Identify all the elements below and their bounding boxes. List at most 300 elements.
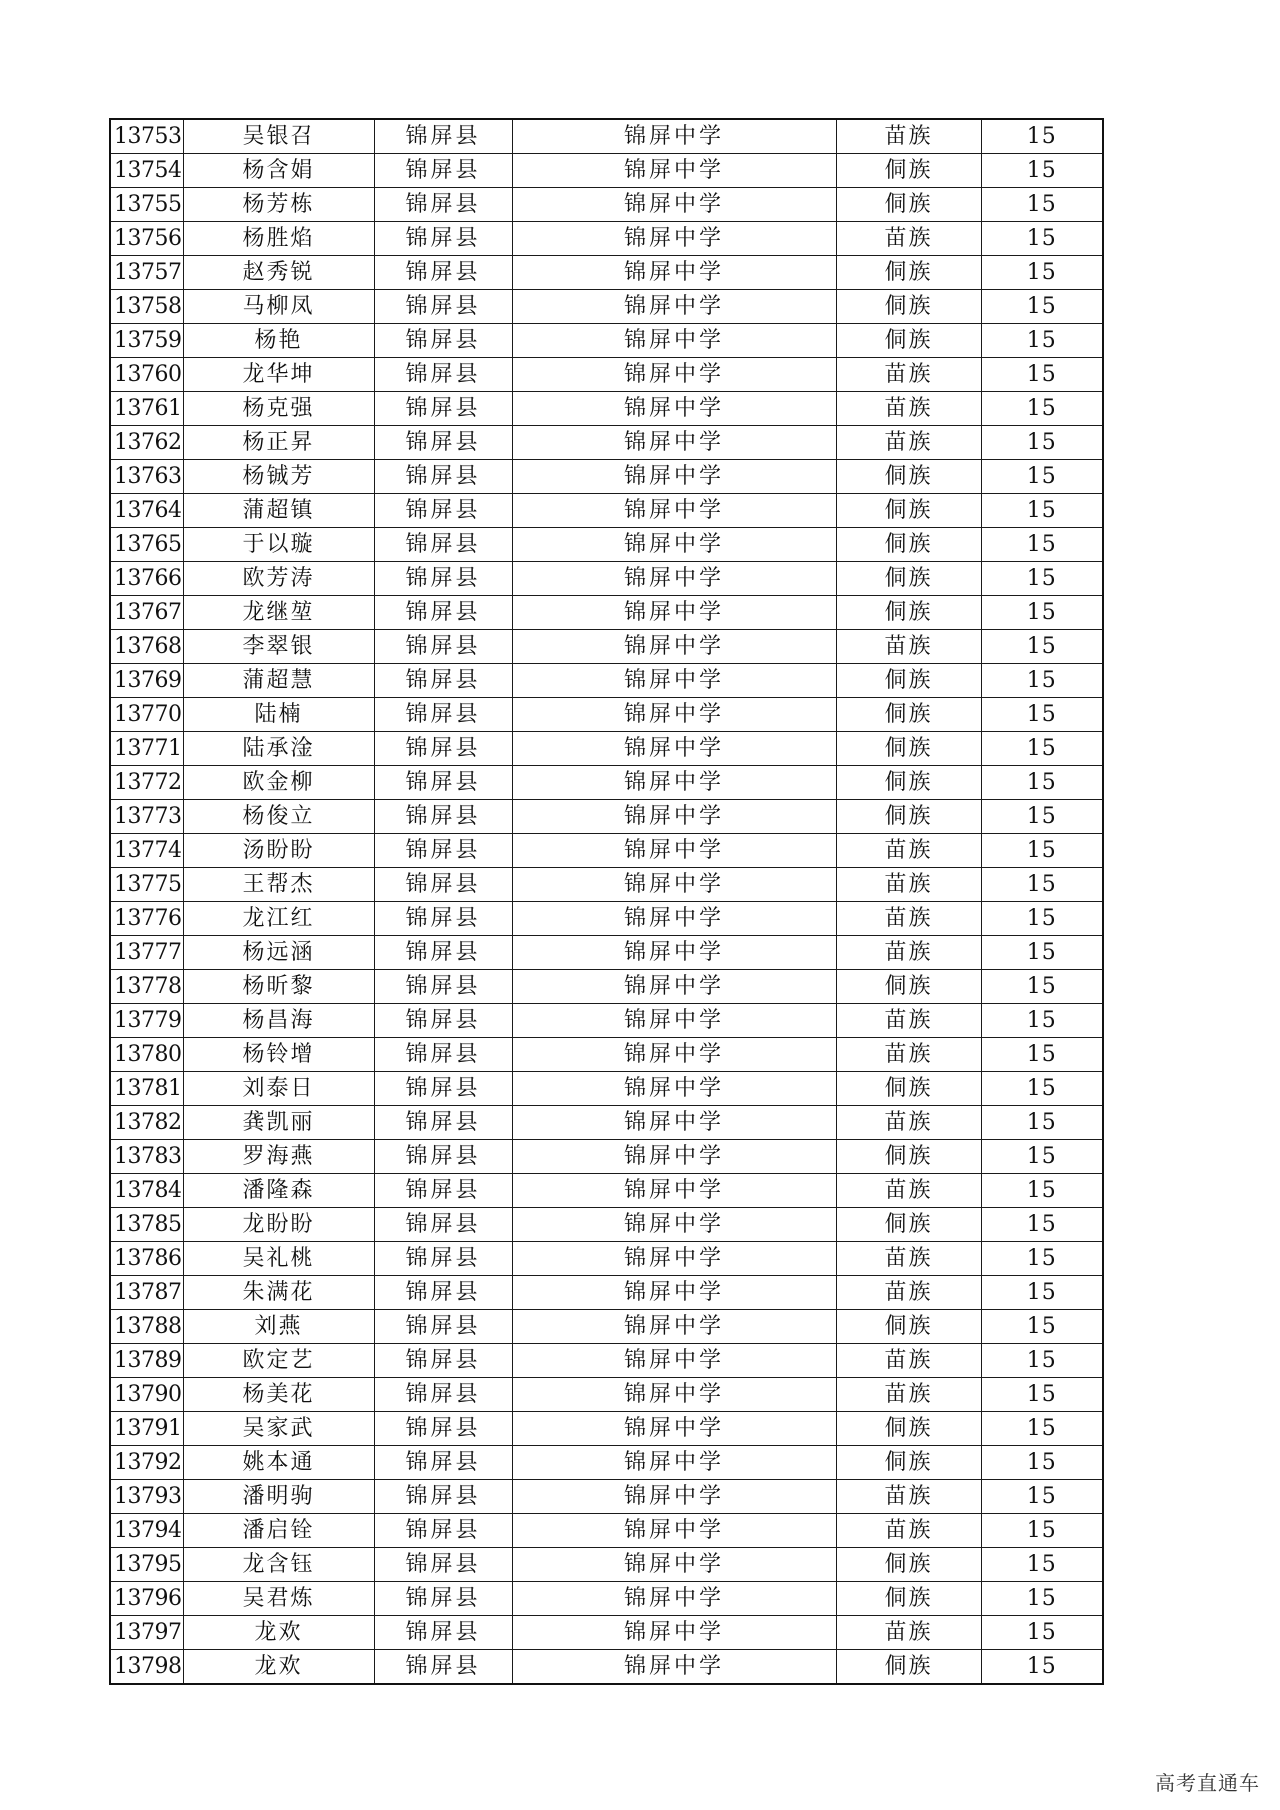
bonus-score-cell: 15 [981, 460, 1103, 494]
exam-id-cell: 13795 [110, 1548, 183, 1582]
table-row [110, 1446, 1103, 1480]
table-row [110, 1004, 1103, 1038]
bonus-score-cell: 15 [981, 1140, 1103, 1174]
student-name-cell: 杨正昇 [183, 426, 374, 460]
exam-id-cell: 13786 [110, 1242, 183, 1276]
table-row [110, 902, 1103, 936]
school-cell: 锦屏中学 [512, 1038, 836, 1072]
ethnicity-cell: 侗族 [836, 290, 981, 324]
county-cell: 锦屏县 [374, 698, 512, 732]
student-name-cell: 龚凯丽 [183, 1106, 374, 1140]
student-name-cell: 蒲超慧 [183, 664, 374, 698]
bonus-score-cell: 15 [981, 834, 1103, 868]
table-row [110, 528, 1103, 562]
school-cell: 锦屏中学 [512, 1548, 836, 1582]
bonus-score-cell: 15 [981, 1276, 1103, 1310]
bonus-score-cell: 15 [981, 324, 1103, 358]
school-cell: 锦屏中学 [512, 1650, 836, 1685]
exam-id-cell: 13781 [110, 1072, 183, 1106]
student-name-cell: 赵秀锐 [183, 256, 374, 290]
county-cell: 锦屏县 [374, 766, 512, 800]
bonus-score-cell: 15 [981, 1378, 1103, 1412]
student-name-cell: 于以璇 [183, 528, 374, 562]
county-cell: 锦屏县 [374, 800, 512, 834]
exam-id-cell: 13768 [110, 630, 183, 664]
ethnicity-cell: 侗族 [836, 494, 981, 528]
table-row [110, 1208, 1103, 1242]
school-cell: 锦屏中学 [512, 1616, 836, 1650]
exam-id-cell: 13777 [110, 936, 183, 970]
bonus-score-cell: 15 [981, 766, 1103, 800]
school-cell: 锦屏中学 [512, 834, 836, 868]
table-row [110, 290, 1103, 324]
school-cell: 锦屏中学 [512, 800, 836, 834]
school-cell: 锦屏中学 [512, 1242, 836, 1276]
student-name-cell: 杨艳 [183, 324, 374, 358]
county-cell: 锦屏县 [374, 1038, 512, 1072]
exam-id-cell: 13753 [110, 119, 183, 154]
school-cell: 锦屏中学 [512, 1378, 836, 1412]
table-row [110, 460, 1103, 494]
table-row [110, 834, 1103, 868]
table-row [110, 1106, 1103, 1140]
exam-id-cell: 13774 [110, 834, 183, 868]
student-name-cell: 吴礼桃 [183, 1242, 374, 1276]
exam-id-cell: 13759 [110, 324, 183, 358]
bonus-score-cell: 15 [981, 1548, 1103, 1582]
county-cell: 锦屏县 [374, 1616, 512, 1650]
watermark-text: 高考直通车 [1155, 1771, 1260, 1795]
school-cell: 锦屏中学 [512, 936, 836, 970]
table-row [110, 154, 1103, 188]
exam-id-cell: 13783 [110, 1140, 183, 1174]
bonus-score-cell: 15 [981, 1582, 1103, 1616]
ethnicity-cell: 侗族 [836, 1582, 981, 1616]
county-cell: 锦屏县 [374, 1446, 512, 1480]
county-cell: 锦屏县 [374, 1242, 512, 1276]
county-cell: 锦屏县 [374, 188, 512, 222]
ethnicity-cell: 侗族 [836, 1412, 981, 1446]
bonus-score-cell: 15 [981, 698, 1103, 732]
school-cell: 锦屏中学 [512, 868, 836, 902]
ethnicity-cell: 苗族 [836, 1480, 981, 1514]
student-name-cell: 杨含娟 [183, 154, 374, 188]
bonus-score-cell: 15 [981, 188, 1103, 222]
bonus-score-cell: 15 [981, 1072, 1103, 1106]
school-cell: 锦屏中学 [512, 1072, 836, 1106]
exam-id-cell: 13798 [110, 1650, 183, 1685]
school-cell: 锦屏中学 [512, 1446, 836, 1480]
ethnicity-cell: 苗族 [836, 426, 981, 460]
exam-id-cell: 13785 [110, 1208, 183, 1242]
table-row [110, 1412, 1103, 1446]
school-cell: 锦屏中学 [512, 1344, 836, 1378]
bonus-score-cell: 15 [981, 970, 1103, 1004]
table-row [110, 630, 1103, 664]
ethnicity-cell: 侗族 [836, 800, 981, 834]
table-row [110, 1038, 1103, 1072]
bonus-score-cell: 15 [981, 1004, 1103, 1038]
ethnicity-cell: 苗族 [836, 1242, 981, 1276]
exam-id-cell: 13782 [110, 1106, 183, 1140]
exam-id-cell: 13771 [110, 732, 183, 766]
student-name-cell: 杨昕黎 [183, 970, 374, 1004]
roster-body [110, 119, 1103, 1684]
table-row [110, 1242, 1103, 1276]
table-row [110, 392, 1103, 426]
bonus-score-cell: 15 [981, 936, 1103, 970]
county-cell: 锦屏县 [374, 732, 512, 766]
county-cell: 锦屏县 [374, 1344, 512, 1378]
table-row [110, 766, 1103, 800]
school-cell: 锦屏中学 [512, 528, 836, 562]
school-cell: 锦屏中学 [512, 562, 836, 596]
ethnicity-cell: 侗族 [836, 766, 981, 800]
school-cell: 锦屏中学 [512, 1004, 836, 1038]
county-cell: 锦屏县 [374, 290, 512, 324]
school-cell: 锦屏中学 [512, 358, 836, 392]
ethnicity-cell: 苗族 [836, 1106, 981, 1140]
student-name-cell: 李翠银 [183, 630, 374, 664]
county-cell: 锦屏县 [374, 1208, 512, 1242]
bonus-score-cell: 15 [981, 358, 1103, 392]
exam-id-cell: 13758 [110, 290, 183, 324]
ethnicity-cell: 苗族 [836, 1344, 981, 1378]
ethnicity-cell: 侗族 [836, 698, 981, 732]
bonus-score-cell: 15 [981, 664, 1103, 698]
bonus-score-cell: 15 [981, 732, 1103, 766]
exam-id-cell: 13765 [110, 528, 183, 562]
school-cell: 锦屏中学 [512, 1106, 836, 1140]
school-cell: 锦屏中学 [512, 732, 836, 766]
county-cell: 锦屏县 [374, 1480, 512, 1514]
student-name-cell: 潘启铨 [183, 1514, 374, 1548]
school-cell: 锦屏中学 [512, 630, 836, 664]
exam-id-cell: 13784 [110, 1174, 183, 1208]
student-name-cell: 潘隆森 [183, 1174, 374, 1208]
exam-id-cell: 13773 [110, 800, 183, 834]
table-row [110, 698, 1103, 732]
ethnicity-cell: 苗族 [836, 1378, 981, 1412]
county-cell: 锦屏县 [374, 1140, 512, 1174]
county-cell: 锦屏县 [374, 1548, 512, 1582]
school-cell: 锦屏中学 [512, 1208, 836, 1242]
table-row [110, 426, 1103, 460]
table-row [110, 1480, 1103, 1514]
student-name-cell: 杨铃增 [183, 1038, 374, 1072]
table-row [110, 1276, 1103, 1310]
table-row [110, 732, 1103, 766]
exam-id-cell: 13790 [110, 1378, 183, 1412]
county-cell: 锦屏县 [374, 1106, 512, 1140]
county-cell: 锦屏县 [374, 902, 512, 936]
student-name-cell: 龙江红 [183, 902, 374, 936]
ethnicity-cell: 侗族 [836, 1548, 981, 1582]
bonus-score-cell: 15 [981, 1106, 1103, 1140]
county-cell: 锦屏县 [374, 1276, 512, 1310]
bonus-score-cell: 15 [981, 1038, 1103, 1072]
table-row [110, 596, 1103, 630]
exam-id-cell: 13791 [110, 1412, 183, 1446]
table-row [110, 1616, 1103, 1650]
county-cell: 锦屏县 [374, 868, 512, 902]
school-cell: 锦屏中学 [512, 119, 836, 154]
student-name-cell: 欧金柳 [183, 766, 374, 800]
student-name-cell: 杨胜焰 [183, 222, 374, 256]
ethnicity-cell: 侗族 [836, 1072, 981, 1106]
school-cell: 锦屏中学 [512, 460, 836, 494]
bonus-score-cell: 15 [981, 154, 1103, 188]
student-name-cell: 杨美花 [183, 1378, 374, 1412]
bonus-score-cell: 15 [981, 426, 1103, 460]
bonus-score-cell: 15 [981, 1208, 1103, 1242]
county-cell: 锦屏县 [374, 460, 512, 494]
ethnicity-cell: 侗族 [836, 256, 981, 290]
bonus-score-cell: 15 [981, 868, 1103, 902]
school-cell: 锦屏中学 [512, 664, 836, 698]
ethnicity-cell: 苗族 [836, 1276, 981, 1310]
ethnicity-cell: 侗族 [836, 596, 981, 630]
school-cell: 锦屏中学 [512, 970, 836, 1004]
school-cell: 锦屏中学 [512, 766, 836, 800]
exam-id-cell: 13755 [110, 188, 183, 222]
county-cell: 锦屏县 [374, 154, 512, 188]
ethnicity-cell: 苗族 [836, 1514, 981, 1548]
student-name-cell: 姚本通 [183, 1446, 374, 1480]
county-cell: 锦屏县 [374, 1378, 512, 1412]
ethnicity-cell: 苗族 [836, 834, 981, 868]
exam-id-cell: 13794 [110, 1514, 183, 1548]
bonus-score-cell: 15 [981, 1650, 1103, 1685]
ethnicity-cell: 侗族 [836, 562, 981, 596]
school-cell: 锦屏中学 [512, 494, 836, 528]
county-cell: 锦屏县 [374, 256, 512, 290]
ethnicity-cell: 侗族 [836, 460, 981, 494]
student-name-cell: 蒲超镇 [183, 494, 374, 528]
ethnicity-cell: 侗族 [836, 528, 981, 562]
ethnicity-cell: 苗族 [836, 222, 981, 256]
school-cell: 锦屏中学 [512, 698, 836, 732]
county-cell: 锦屏县 [374, 1514, 512, 1548]
exam-id-cell: 13764 [110, 494, 183, 528]
ethnicity-cell: 侗族 [836, 324, 981, 358]
county-cell: 锦屏县 [374, 1310, 512, 1344]
school-cell: 锦屏中学 [512, 1480, 836, 1514]
school-cell: 锦屏中学 [512, 902, 836, 936]
county-cell: 锦屏县 [374, 358, 512, 392]
table-row [110, 1582, 1103, 1616]
school-cell: 锦屏中学 [512, 1140, 836, 1174]
county-cell: 锦屏县 [374, 1650, 512, 1685]
student-name-cell: 罗海燕 [183, 1140, 374, 1174]
county-cell: 锦屏县 [374, 630, 512, 664]
school-cell: 锦屏中学 [512, 1582, 836, 1616]
bonus-score-cell: 15 [981, 256, 1103, 290]
school-cell: 锦屏中学 [512, 1412, 836, 1446]
bonus-score-cell: 15 [981, 494, 1103, 528]
student-name-cell: 马柳凤 [183, 290, 374, 324]
exam-id-cell: 13767 [110, 596, 183, 630]
student-name-cell: 刘泰日 [183, 1072, 374, 1106]
table-row [110, 188, 1103, 222]
exam-id-cell: 13779 [110, 1004, 183, 1038]
table-row [110, 1072, 1103, 1106]
school-cell: 锦屏中学 [512, 154, 836, 188]
ethnicity-cell: 苗族 [836, 1004, 981, 1038]
bonus-score-cell: 15 [981, 392, 1103, 426]
school-cell: 锦屏中学 [512, 290, 836, 324]
county-cell: 锦屏县 [374, 596, 512, 630]
student-name-cell: 王帮杰 [183, 868, 374, 902]
table-row [110, 1514, 1103, 1548]
student-name-cell: 欧芳涛 [183, 562, 374, 596]
ethnicity-cell: 侗族 [836, 970, 981, 1004]
exam-id-cell: 13775 [110, 868, 183, 902]
student-name-cell: 龙继堃 [183, 596, 374, 630]
table-row [110, 1310, 1103, 1344]
student-name-cell: 杨芳栋 [183, 188, 374, 222]
county-cell: 锦屏县 [374, 1004, 512, 1038]
bonus-score-cell: 15 [981, 800, 1103, 834]
county-cell: 锦屏县 [374, 936, 512, 970]
table-row [110, 256, 1103, 290]
ethnicity-cell: 苗族 [836, 119, 981, 154]
exam-id-cell: 13797 [110, 1616, 183, 1650]
student-name-cell: 吴家武 [183, 1412, 374, 1446]
student-name-cell: 吴君炼 [183, 1582, 374, 1616]
county-cell: 锦屏县 [374, 324, 512, 358]
bonus-score-cell: 15 [981, 596, 1103, 630]
county-cell: 锦屏县 [374, 1582, 512, 1616]
bonus-score-cell: 15 [981, 1174, 1103, 1208]
student-name-cell: 龙盼盼 [183, 1208, 374, 1242]
school-cell: 锦屏中学 [512, 324, 836, 358]
bonus-score-cell: 15 [981, 119, 1103, 154]
school-cell: 锦屏中学 [512, 1514, 836, 1548]
school-cell: 锦屏中学 [512, 392, 836, 426]
county-cell: 锦屏县 [374, 970, 512, 1004]
table-row [110, 222, 1103, 256]
student-name-cell: 杨远涵 [183, 936, 374, 970]
student-name-cell: 龙欢 [183, 1650, 374, 1685]
ethnicity-cell: 苗族 [836, 1174, 981, 1208]
county-cell: 锦屏县 [374, 664, 512, 698]
bonus-score-cell: 15 [981, 1514, 1103, 1548]
school-cell: 锦屏中学 [512, 1174, 836, 1208]
exam-id-cell: 13770 [110, 698, 183, 732]
school-cell: 锦屏中学 [512, 1310, 836, 1344]
exam-id-cell: 13793 [110, 1480, 183, 1514]
student-name-cell: 杨昌海 [183, 1004, 374, 1038]
exam-id-cell: 13762 [110, 426, 183, 460]
student-name-cell: 龙华坤 [183, 358, 374, 392]
county-cell: 锦屏县 [374, 834, 512, 868]
student-name-cell: 朱满花 [183, 1276, 374, 1310]
exam-id-cell: 13787 [110, 1276, 183, 1310]
bonus-score-cell: 15 [981, 902, 1103, 936]
ethnicity-cell: 侗族 [836, 1140, 981, 1174]
bonus-score-cell: 15 [981, 1446, 1103, 1480]
county-cell: 锦屏县 [374, 562, 512, 596]
exam-id-cell: 13756 [110, 222, 183, 256]
student-name-cell: 汤盼盼 [183, 834, 374, 868]
table-row [110, 1548, 1103, 1582]
student-name-cell: 吴银召 [183, 119, 374, 154]
ethnicity-cell: 苗族 [836, 936, 981, 970]
table-row [110, 1344, 1103, 1378]
table-row [110, 1140, 1103, 1174]
bonus-score-cell: 15 [981, 222, 1103, 256]
table-row [110, 562, 1103, 596]
student-name-cell: 龙欢 [183, 1616, 374, 1650]
exam-id-cell: 13776 [110, 902, 183, 936]
table-row [110, 119, 1103, 154]
ethnicity-cell: 苗族 [836, 868, 981, 902]
bonus-score-cell: 15 [981, 528, 1103, 562]
ethnicity-cell: 苗族 [836, 358, 981, 392]
county-cell: 锦屏县 [374, 1072, 512, 1106]
table-row [110, 970, 1103, 1004]
ethnicity-cell: 侗族 [836, 664, 981, 698]
ethnicity-cell: 苗族 [836, 392, 981, 426]
student-name-cell: 刘燕 [183, 1310, 374, 1344]
ethnicity-cell: 侗族 [836, 732, 981, 766]
exam-id-cell: 13792 [110, 1446, 183, 1480]
student-name-cell: 陆楠 [183, 698, 374, 732]
bonus-score-cell: 15 [981, 1310, 1103, 1344]
student-name-cell: 龙含钰 [183, 1548, 374, 1582]
school-cell: 锦屏中学 [512, 256, 836, 290]
county-cell: 锦屏县 [374, 119, 512, 154]
ethnicity-cell: 侗族 [836, 188, 981, 222]
exam-id-cell: 13780 [110, 1038, 183, 1072]
bonus-score-cell: 15 [981, 1480, 1103, 1514]
student-name-cell: 潘明驹 [183, 1480, 374, 1514]
ethnicity-cell: 侗族 [836, 1310, 981, 1344]
ethnicity-cell: 侗族 [836, 1650, 981, 1685]
school-cell: 锦屏中学 [512, 188, 836, 222]
table-row [110, 664, 1103, 698]
county-cell: 锦屏县 [374, 392, 512, 426]
ethnicity-cell: 侗族 [836, 1208, 981, 1242]
table-row [110, 868, 1103, 902]
exam-id-cell: 13754 [110, 154, 183, 188]
bonus-score-cell: 15 [981, 1242, 1103, 1276]
table-row [110, 358, 1103, 392]
table-row [110, 1650, 1103, 1685]
exam-id-cell: 13760 [110, 358, 183, 392]
exam-id-cell: 13766 [110, 562, 183, 596]
ethnicity-cell: 苗族 [836, 630, 981, 664]
table-row [110, 1174, 1103, 1208]
student-name-cell: 陆承淦 [183, 732, 374, 766]
table-row [110, 800, 1103, 834]
bonus-score-cell: 15 [981, 1412, 1103, 1446]
table-row [110, 1378, 1103, 1412]
exam-id-cell: 13789 [110, 1344, 183, 1378]
bonus-score-cell: 15 [981, 1616, 1103, 1650]
roster-table [109, 118, 1104, 1685]
table-row [110, 936, 1103, 970]
student-name-cell: 欧定艺 [183, 1344, 374, 1378]
school-cell: 锦屏中学 [512, 222, 836, 256]
table-row [110, 494, 1103, 528]
school-cell: 锦屏中学 [512, 596, 836, 630]
ethnicity-cell: 侗族 [836, 154, 981, 188]
county-cell: 锦屏县 [374, 528, 512, 562]
ethnicity-cell: 苗族 [836, 902, 981, 936]
exam-id-cell: 13796 [110, 1582, 183, 1616]
